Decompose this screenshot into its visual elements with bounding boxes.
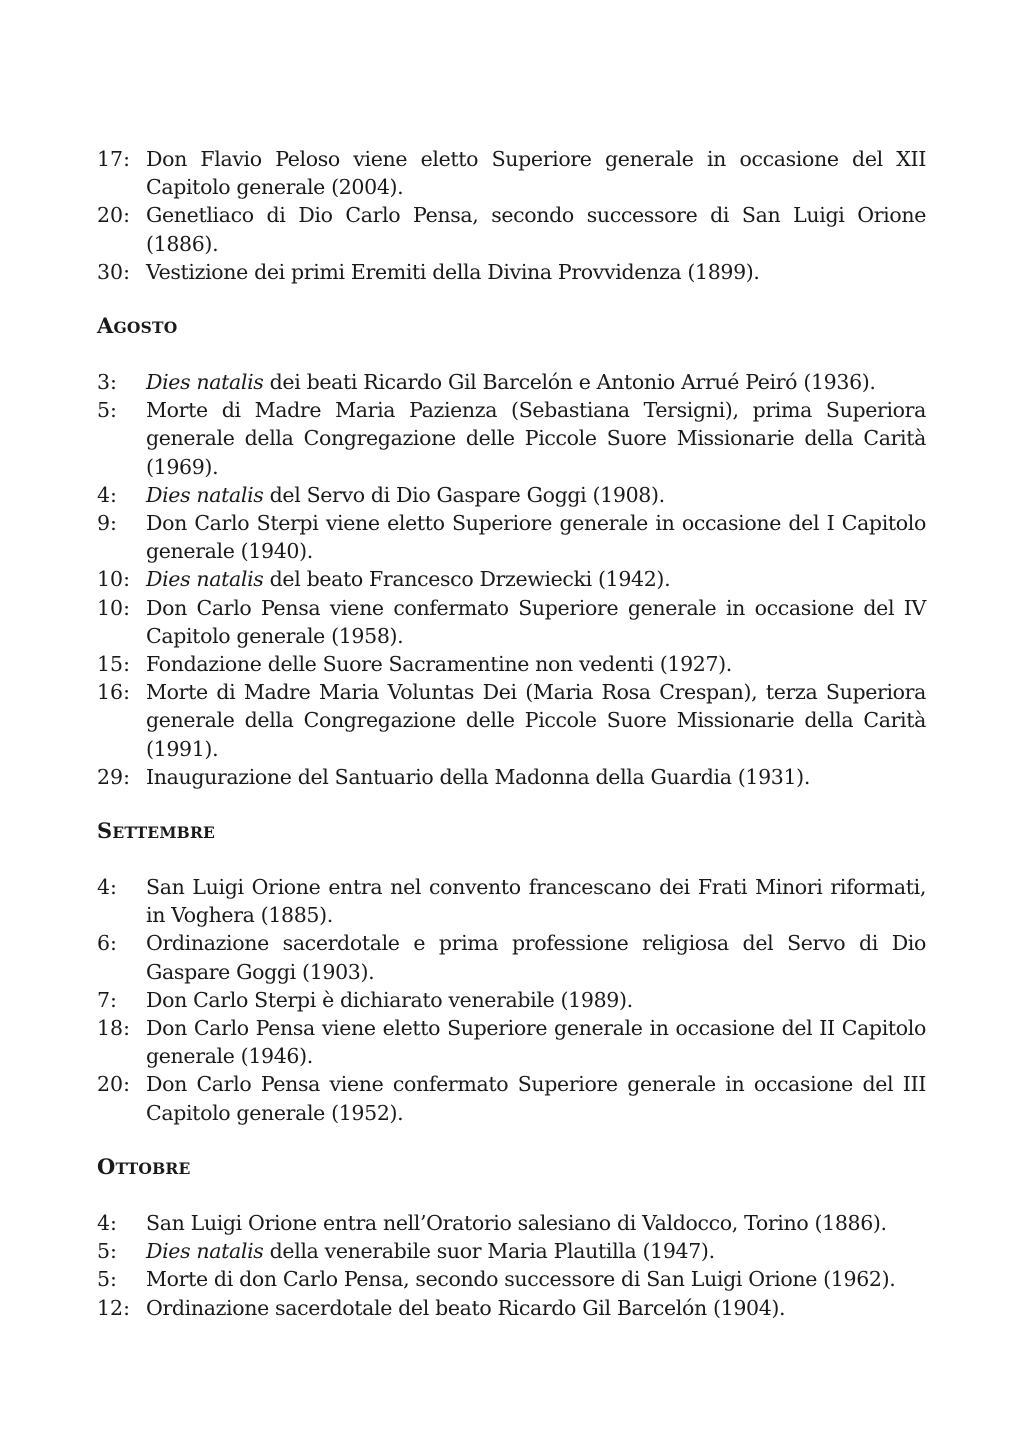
entry-day: 5:	[97, 1267, 117, 1292]
entry-day: 16:	[97, 680, 130, 705]
calendar-entry	[97, 396, 926, 481]
entry-text	[146, 1014, 926, 1070]
calendar-entry	[97, 1209, 926, 1237]
entry-text	[146, 481, 926, 509]
entry-text	[146, 873, 926, 929]
entry-text	[146, 929, 926, 985]
entry-body: Morte di Madre Maria Voluntas Dei (Maria Rosa Crespan), terza Superiora generale della Congregazione delle Piccole Suore Missionarie della Carità (1991).	[146, 680, 926, 761]
calendar-entry	[97, 201, 926, 257]
entry-body: Don Carlo Pensa viene confermato Superiore generale in occasione del III Capitolo generale (1952).	[146, 1072, 926, 1125]
month-heading-initial: S	[97, 818, 113, 844]
entry-italic-phrase: Dies natalis	[146, 482, 264, 507]
entry-italic-phrase: Dies natalis	[146, 1239, 264, 1264]
entry-day: 4:	[97, 1210, 117, 1235]
entry-text	[146, 368, 926, 396]
calendar-entry	[97, 986, 926, 1014]
entry-body: Don Carlo Pensa viene confermato Superiore generale in occasione del IV Capitolo generale (1958).	[146, 595, 926, 648]
entry-text	[146, 396, 926, 481]
month-heading	[97, 312, 926, 342]
calendar-entry	[97, 565, 926, 593]
month-heading-initial: O	[97, 1153, 116, 1179]
calendar-entry	[97, 1014, 926, 1070]
entry-text	[146, 594, 926, 650]
calendar-entry	[97, 650, 926, 678]
calendar-entry	[97, 481, 926, 509]
calendar-entry	[97, 258, 926, 286]
entry-body: Morte di don Carlo Pensa, secondo successore di San Luigi Orione (1962).	[146, 1267, 896, 1292]
entry-text	[146, 145, 926, 201]
entry-day: 5:	[97, 1239, 117, 1264]
entry-body: del Servo di Dio Gaspare Goggi (1908).	[263, 482, 665, 507]
entry-day: 20:	[97, 203, 130, 228]
entry-text	[146, 258, 926, 286]
calendar-entry	[97, 594, 926, 650]
entry-body: Morte di Madre Maria Pazienza (Sebastiana Tersigni), prima Superiora generale della Congregazione delle Piccole Suore Missionarie della Carità (1969).	[146, 398, 926, 479]
entry-italic-phrase: Dies natalis	[146, 567, 264, 592]
entry-day: 18:	[97, 1016, 130, 1041]
entry-body: Ordinazione sacerdotale e prima professione religiosa del Servo di Dio Gaspare Goggi (1903).	[146, 931, 926, 984]
entry-body: San Luigi Orione entra nel convento francescano dei Frati Minori riformati, in Voghera (1885).	[146, 875, 926, 928]
entry-text	[146, 1209, 926, 1237]
calendar-entry	[97, 1070, 926, 1126]
entry-italic-phrase: Dies natalis	[146, 370, 264, 395]
entry-text	[146, 986, 926, 1014]
entry-body: Ordinazione sacerdotale del beato Ricardo Gil Barcelón (1904).	[146, 1295, 786, 1320]
calendar-entry	[97, 509, 926, 565]
calendar-entry	[97, 368, 926, 396]
entry-body: della venerabile suor Maria Plautilla (1947).	[263, 1239, 715, 1264]
entry-body: Don Flavio Peloso viene eletto Superiore generale in occasione del XII Capitolo generale (2004).	[146, 147, 926, 200]
entry-body: Fondazione delle Suore Sacramentine non vedenti (1927).	[146, 652, 732, 677]
calendar-entry	[97, 873, 926, 929]
entry-text	[146, 1265, 926, 1293]
month-heading-rest: GOSTO	[113, 318, 178, 338]
month-section	[97, 1153, 926, 1322]
entry-text	[146, 509, 926, 565]
entry-day: 20:	[97, 1072, 130, 1097]
calendar-entry	[97, 763, 926, 791]
entry-day: 12:	[97, 1295, 130, 1320]
entry-body: Don Carlo Sterpi viene eletto Superiore generale in occasione del I Capitolo generale (1940).	[146, 511, 926, 564]
entry-day: 10:	[97, 567, 130, 592]
entry-day: 30:	[97, 259, 130, 284]
entry-text	[146, 763, 926, 791]
entry-text	[146, 565, 926, 593]
entry-body: del beato Francesco Drzewiecki (1942).	[263, 567, 671, 592]
entry-body: Don Carlo Sterpi è dichiarato venerabile (1989).	[146, 987, 633, 1012]
entry-day: 4:	[97, 482, 117, 507]
calendar-entry	[97, 1237, 926, 1265]
entry-day: 4:	[97, 875, 117, 900]
entry-text	[146, 1237, 926, 1265]
month-section	[97, 312, 926, 791]
month-heading-rest: ETTEMBRE	[112, 823, 216, 843]
document-page	[97, 145, 926, 1322]
entry-day: 6:	[97, 931, 117, 956]
entry-body: Genetliaco di Dio Carlo Pensa, secondo successore di San Luigi Orione (1886).	[146, 203, 926, 256]
entry-day: 3:	[97, 370, 117, 395]
month-section	[97, 817, 926, 1127]
month-heading-initial: A	[97, 313, 114, 339]
calendar-entry	[97, 1265, 926, 1293]
entry-body: dei beati Ricardo Gil Barcelón e Antonio Arrué Peiró (1936).	[263, 370, 876, 395]
entry-body: Don Carlo Pensa viene eletto Superiore generale in occasione del II Capitolo generale (1946).	[146, 1016, 926, 1069]
calendar-entry	[97, 929, 926, 985]
entry-day: 15:	[97, 652, 130, 677]
entry-day: 9:	[97, 511, 117, 536]
entry-day: 17:	[97, 147, 130, 171]
entry-text	[146, 1070, 926, 1126]
month-heading-rest: TTOBRE	[115, 1158, 191, 1178]
entry-text	[146, 650, 926, 678]
entry-text	[146, 678, 926, 763]
month-section	[97, 145, 926, 286]
entry-text	[146, 1294, 926, 1322]
month-heading	[97, 817, 926, 847]
entry-day: 29:	[97, 764, 130, 789]
entry-day: 7:	[97, 987, 117, 1012]
entry-body: Vestizione dei primi Eremiti della Divina Provvidenza (1899).	[146, 259, 760, 284]
entry-text	[146, 201, 926, 257]
entry-body: Inaugurazione del Santuario della Madonna della Guardia (1931).	[146, 764, 810, 789]
calendar-entry	[97, 1294, 926, 1322]
month-heading	[97, 1153, 926, 1183]
entry-day: 5:	[97, 398, 117, 423]
entry-body: San Luigi Orione entra nell’Oratorio salesiano di Valdocco, Torino (1886).	[146, 1210, 887, 1235]
calendar-entry	[97, 678, 926, 763]
entry-day: 10:	[97, 595, 130, 620]
calendar-entry	[97, 145, 926, 201]
